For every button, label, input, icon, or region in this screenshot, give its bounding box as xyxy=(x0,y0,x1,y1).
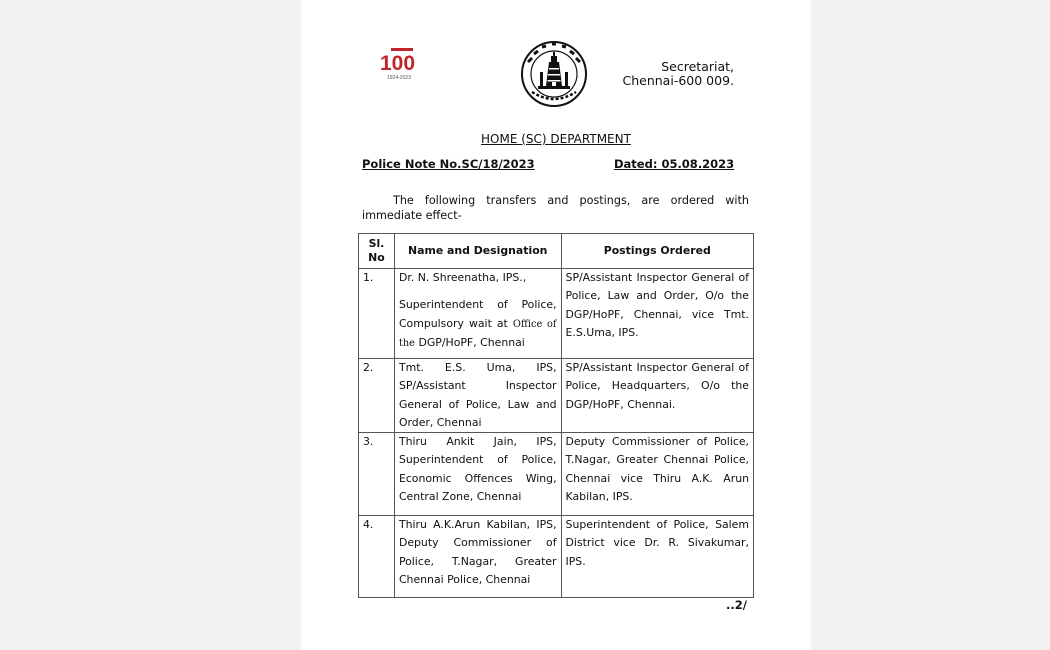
transfers-table xyxy=(358,233,754,598)
row-number: 1. xyxy=(359,269,395,359)
officer-name: Dr. N. Shreenatha, IPS., xyxy=(398,271,527,284)
table-header-row xyxy=(359,234,754,269)
logo-years: 1924-2023 xyxy=(387,75,411,81)
officer-designation: Superintendent of Police, Compulsory wait at xyxy=(398,298,557,330)
department-heading: HOME (SC) DEPARTMENT xyxy=(481,132,631,146)
table-row xyxy=(359,516,754,598)
header-name-designation: Name and Designation xyxy=(394,234,561,269)
row-name-designation: Tmt. E.S. Uma, IPS, SP/Assistant Inspector General of Police, Law and Order, Chennai xyxy=(394,359,561,433)
logo-number: 100 xyxy=(380,52,416,75)
row-posting: SP/Assistant Inspector General of Police, Headquarters, O/o the DGP/HoPF, Chennai. xyxy=(561,359,753,433)
police-note-number: Police Note No.SC/18/2023 xyxy=(362,157,535,171)
page-continuation-marker: ..2/ xyxy=(726,598,747,612)
header-sl-no: Sl. No xyxy=(359,234,395,269)
note-date: Dated: 05.08.2023 xyxy=(614,157,735,171)
state-emblem-seal xyxy=(518,40,590,108)
row-posting: Superintendent of Police, Salem District vice Dr. R. Sivakumar, IPS. xyxy=(561,516,753,598)
row-posting: Deputy Commissioner of Police, T.Nagar, Greater Chennai Police, Chennai vice Thiru A.K. Arun Kabilan, IPS. xyxy=(561,433,753,516)
centenary-logo xyxy=(377,46,429,82)
header-postings: Postings Ordered xyxy=(561,234,753,269)
row-name-designation: Thiru Ankit Jain, IPS, Superintendent of Police, Economic Offences Wing, Central Zone, Chennai xyxy=(394,433,561,516)
officer-designation-serif: Office of the xyxy=(398,318,557,349)
row-number: 3. xyxy=(359,433,395,516)
table-row xyxy=(359,433,754,516)
address-line-1: Secretariat, xyxy=(661,59,734,74)
officer-designation-end: DGP/HoPF, Chennai xyxy=(418,335,525,349)
row-number: 4. xyxy=(359,516,395,598)
row-name-designation: Thiru A.K.Arun Kabilan, IPS, Deputy Commissioner of Police, T.Nagar, Greater Chennai Police, Chennai xyxy=(394,516,561,598)
office-address xyxy=(600,60,734,88)
row-number: 2. xyxy=(359,359,395,433)
address-line-2: Chennai-600 009. xyxy=(622,73,734,88)
row-name-designation xyxy=(394,269,561,359)
intro-paragraph: The following transfers and postings, are ordered with immediate effect- xyxy=(362,194,749,222)
table-row xyxy=(359,269,754,359)
row-posting: SP/Assistant Inspector General of Police, Law and Order, O/o the DGP/HoPF, Chennai, vice Tmt. E.S.Uma, IPS. xyxy=(561,269,753,359)
table-row xyxy=(359,359,754,433)
